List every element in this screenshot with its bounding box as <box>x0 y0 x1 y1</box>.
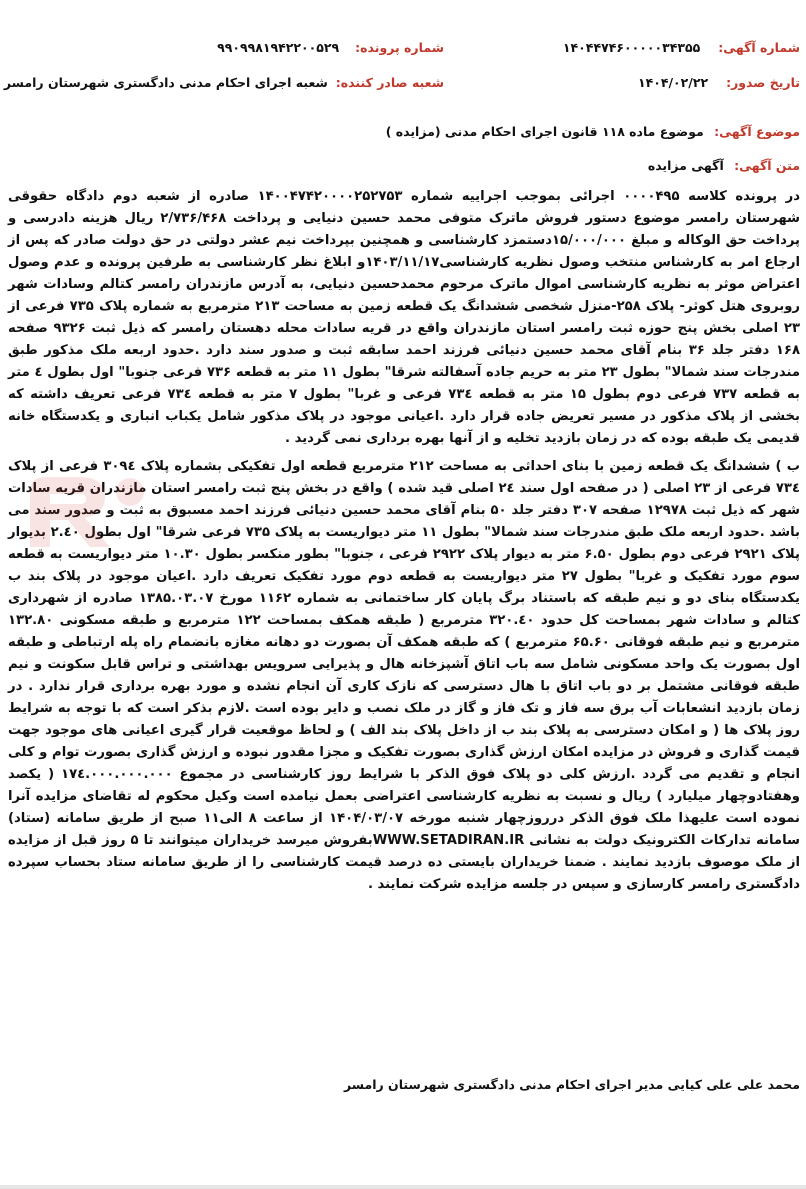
ad-text-label: متن آگهی: <box>734 158 800 173</box>
subject-line <box>386 124 800 139</box>
issuer-value: شعبه اجرای احکام مدنی دادگستری شهرستان رامسر <box>3 75 328 90</box>
case-number-value: ۹۹۰۹۹۸۱۹۴۲۲۰۰۵۲۹ <box>217 40 340 55</box>
case-number-label: شماره پرونده: <box>355 40 444 55</box>
subject-label: موضوع آگهی: <box>714 124 800 139</box>
issue-date-value: ۱۴۰۴/۰۲/۲۲ <box>637 75 709 90</box>
bottom-rule <box>0 1185 806 1189</box>
body-paragraph-2: ب ) ششدانگ یک قطعه زمین با بنای احداثی به مساحت ۲۱۲ مترمربع قطعه اول تفکیکی بشماره پلاک ۳۰۹٤ فرعی از پلاک ۷۳٤ فرعی از ۲۳ اصلی ( در صفحه اول سند ۲٤ اصلی قید شده ) واقع در بخش پنج ثبت رامسر استان مازندران قریه سادات شهر که ذیل ثبت ۱۲۹۷۸ صفحه ۳۰۷ دفتر جلد ۵۰ بنام آقای محمد حسین دنیائی فرزند احمد مسبوق به ثبت و صدور سند می باشد .حدود اربعه ملک طبق مندرجات سند شمالا" بطول ۱۱ متر دیواریست به پلاک ۷۳۵ فرعی شرقا" اول بطول ۲.٤۰ بدیوار پلاک ۲۹۲۱ فرعی دوم بطول ۶.۵۰ متر به دیوار پلاک ۲۹۲۲ فرعی ، جنوبا" بطور منکسر بطول ۱۰.۳۰ متر دیواریست به قطعه سوم مورد تفکیک و غربا" بطول ۲۷ متر دیواریست به قطعه دوم مورد تفکیک تعریف دارد .اعیان موجود در پلاک بند ب یکدستگاه بنای دو و نیم طبقه که باستناد برگ پایان کار ساختمانی به شماره ۱۱۶۲ مورخ ۱۳۸۵.۰۳.۰۷ صادره از شهرداری کتالم و سادات شهر بمساحت کل حدود ۳۲۰.٤۰ مترمربع ( طبقه همکف بمساحت ۱۲۲ مترمربع و طبقه مسکونی ۱۳۲.۸۰ مترمربع و نیم طبقه فوقانی ۶۵.۶۰ مترمربع ) که طبقه همکف آن بصورت دو دهانه مغازه بانضمام راه پله ارتباطی و طبقه اول بصورت یک واحد مسکونی شامل سه باب اتاق آشپزخانه هال و پذیرایی سرویس بهداشتی و تراس قابل سکونت و نیم طبقه فوقانی مشتمل بر دو باب اتاق با هال دسترسی که نازک کاری آن انجام نشده و مورد بهره برداری قرار ندارد . در زمان بازدید انشعابات آب برق سه فاز و تک فاز و گاز در ملک نصب و دایر بوده است .لازم بذکر است که با توجه به شرایط روز پلاک ها ( و امکان دسترسی به پلاک بند ب از داخل پلاک بند الف ) و لحاظ موقعیت قرار گیری اعیانی های موجود جهت قیمت گذاری و فروش در مزایده امکان ارزش گذاری بصورت تفکیک و مجزا مقدور نبوده و ارزش گذاری بصورت توام و کلی انجام و تقدیم می گردد .ارزش کلی دو پلاک فوق الذکر با شرایط روز کارشناسی در مجموع ۱۷٤.۰۰۰.۰۰۰.۰۰۰ ( یکصد وهفتادوچهار میلیارد ) ریال و نسبت به نظریه کارشناسی اعتراضی بعمل نیامده است وکیل محکوم له تقاضای مزایده آنرا نموده است علیهذا ملک فوق الذکر درروزچهار شنبه مورخه ۱۴۰۴/۰۳/۰۷ از ساعت ۸ الی۱۱ صبح از طریق سامانه (ستاد) سامانه تدارکات الکترونیک دولت به نشانی WWW.SETADIRAN.IRبفروش میرسد خریداران میتوانند تا ۵ روز قبل از مزایده از ملک موصوف بازدید نمایند . ضمنا خریداران بایستی ده درصد قیمت کارشناسی را از طریق سامانه ستاد بحساب سپرده دادگستری رامسر کارسازی و سپس در جلسه مزایده شرکت نمایند . <box>8 459 801 892</box>
ad-number-label: شماره آگهی: <box>718 40 800 55</box>
notice-body <box>8 186 800 902</box>
body-paragraph-1: در پرونده کلاسه ۰۰۰۰۴۹۵ اجرائی بموجب اجراییه شماره ۱۴۰۰۴۷۴۲۰۰۰۰۲۵۲۷۵۳ صادره از شعبه دوم دادگاه حقوقی شهرستان رامسر موضوع دستور فروش ماترک متوفی محمد حسین دنیایی و پرداخت ۲/۷۳۶/۴۶۸ ریال هزینه دادرسی و پرداخت حق الوکاله و مبلغ ۱۵/۰۰۰/۰۰۰دستمزد کارشناسی و همچنین بپرداخت نیم عشر دولتی در حق دولت صادر که پس از ارجاع امر به کارشناس منتخب وصول نظریه کارشناسی۱۴۰۳/۱۱/۱۷و ابلاغ نظر کارشناسی به طرفین پرونده و عدم وصول اعتراض موثر به نظریه کارشناسی اموال ماترک مرحوم محمدحسین دنیایی، به آدرس مازندران رامسر کتالم وسادات شهر روبروی هتل کوثر- پلاک ۲۵۸-منزل شخصی ششدانگ یک قطعه زمین به مساحت ۲۱۳ مترمربع به شماره پلاک ۷۳۵ فرعی از ۲۳ اصلی بخش پنج حوزه ثبت رامسر استان مازندران واقع در قریه سادات محله دهستان رامسر که ذیل ثبت ۹۳۲۶ صفحه ۱۶۸ دفتر جلد ۳۶ بنام آقای محمد حسین دنیائی فرزند احمد سابقه ثبت و صدور سند دارد .حدود اربعه ملک مذکور طبق مندرجات سند شمالا" بطول ۲۳ متر به حریم جاده آسفالته شرقا" بطول ۱۱ متر به قطعه ۷۳۶ فرعی جنوبا" اول بطول ٤ متر به قطعه ۷۳۷ فرعی دوم بطول ۱۵ متر به قطعه ۷۳٤ فرعی و غربا" بطول ۷ متر به قطعه ۷۳٤ فرعی تعریف داشته که بخشی از پلاک مذکور در مسیر تعریض جاده قرار دارد .اعیانی موجود در پلاک مذکور شامل یکباب انباری و یکدستگاه خانه قدیمی یک طبقه بوده که در زمان بازدید تخلیه و از آنها بهره برداری نمی گردید . <box>8 189 801 446</box>
meta-row-numbers <box>0 40 806 62</box>
ad-text-value: آگهی مزایده <box>647 158 724 173</box>
subject-value: موضوع ماده ۱۱۸ قانون اجرای احکام مدنی (مزایده ) <box>385 124 704 139</box>
signature: محمد علی علی کیایی مدیر اجرای احکام مدنی دادگستری شهرستان رامسر <box>343 1077 800 1092</box>
ad-text-line <box>648 158 800 173</box>
issuer <box>4 75 444 90</box>
issuer-label: شعبه صادر کننده: <box>335 75 444 90</box>
case-number <box>217 40 444 55</box>
issue-date-label: تاریخ صدور: <box>726 75 800 90</box>
ad-number-value: ۱۴۰۴۴۷۴۶۰۰۰۰۰۳۴۳۵۵ <box>562 40 701 55</box>
meta-row-issue <box>0 75 806 97</box>
ad-number <box>563 40 800 55</box>
issue-date <box>638 75 800 90</box>
